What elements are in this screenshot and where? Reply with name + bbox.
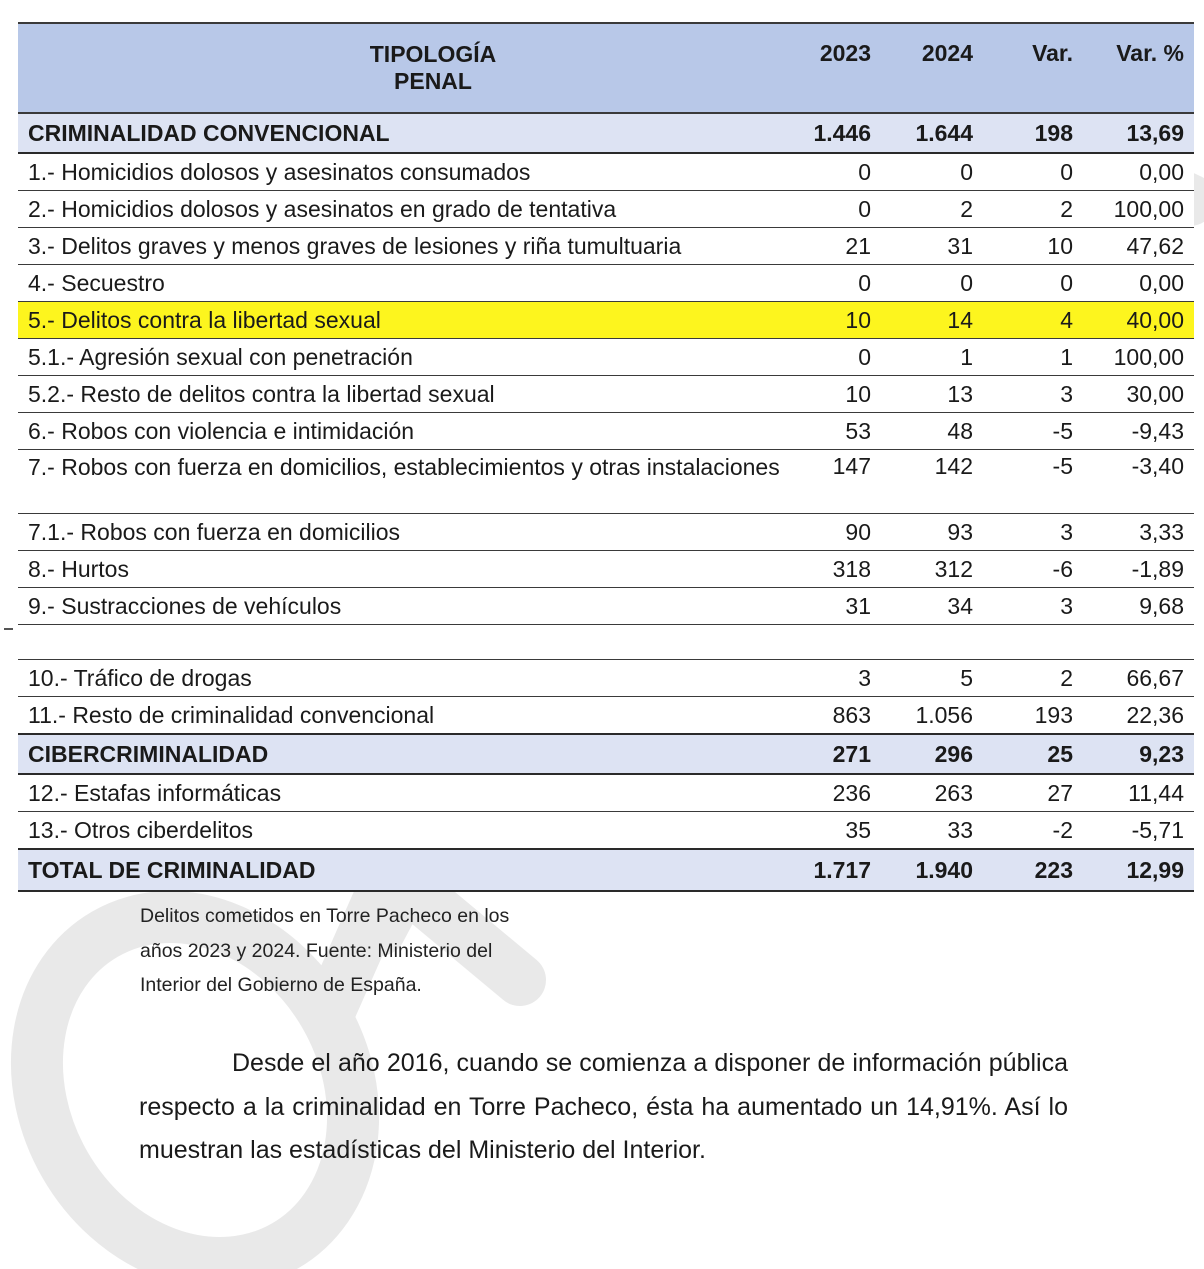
- header-2023: 2023: [788, 23, 885, 113]
- crime-statistics-table: [18, 22, 1194, 892]
- value-2023: 0: [788, 153, 885, 191]
- value-var-pct: 9,68: [1085, 588, 1194, 625]
- row-label: 12.- Estafas informáticas: [18, 774, 788, 812]
- row-label: 10.- Tráfico de drogas: [18, 660, 788, 697]
- value-var-pct: -9,43: [1085, 413, 1194, 450]
- value-var-pct: 100,00: [1085, 339, 1194, 376]
- value-2023: 0: [788, 191, 885, 228]
- table-row: [18, 450, 1194, 514]
- row-label: 5.- Delitos contra la libertad sexual: [18, 302, 788, 339]
- value-2023: 35: [788, 812, 885, 850]
- value-2024: 2: [885, 191, 985, 228]
- value-2024: 1: [885, 339, 985, 376]
- value-2024: 1.056: [885, 697, 985, 735]
- value-2024: 48: [885, 413, 985, 450]
- row-label: 7.1.- Robos con fuerza en domicilios: [18, 514, 788, 551]
- total-label: TOTAL DE CRIMINALIDAD: [18, 849, 788, 891]
- row-label: 9.- Sustracciones de vehículos: [18, 588, 788, 625]
- table-row: [18, 265, 1194, 302]
- header-tipologia-line2: PENAL: [394, 68, 472, 94]
- table-row: [18, 588, 1194, 625]
- value-2024: 5: [885, 660, 985, 697]
- row-label: 3.- Delitos graves y menos graves de lesiones y riña tumultuaria: [18, 228, 788, 265]
- value-2023: 10: [788, 376, 885, 413]
- table-row: [18, 697, 1194, 735]
- value-2024: 31: [885, 228, 985, 265]
- value-2023: 53: [788, 413, 885, 450]
- header-tipologia: [18, 23, 788, 113]
- value-var: -5: [985, 413, 1085, 450]
- value-var-pct: 12,99: [1085, 849, 1194, 891]
- table-row: [18, 774, 1194, 812]
- value-2023: 21: [788, 228, 885, 265]
- header-2024: 2024: [885, 23, 985, 113]
- value-var-pct: 30,00: [1085, 376, 1194, 413]
- table-caption: [140, 899, 610, 1003]
- section-label: CIBERCRIMINALIDAD: [18, 734, 788, 774]
- value-var: 3: [985, 588, 1085, 625]
- value-var-pct: 22,36: [1085, 697, 1194, 735]
- value-2024: 93: [885, 514, 985, 551]
- spacer-cell: [18, 625, 1194, 660]
- value-var: 1: [985, 339, 1085, 376]
- header-tipologia-line1: TIPOLOGÍA: [369, 41, 497, 67]
- value-var: 2: [985, 191, 1085, 228]
- row-label: 8.- Hurtos: [18, 551, 788, 588]
- row-label: 4.- Secuestro: [18, 265, 788, 302]
- value-2024: 14: [885, 302, 985, 339]
- value-var: -5: [985, 450, 1085, 514]
- value-var-pct: 100,00: [1085, 191, 1194, 228]
- value-var-pct: 3,33: [1085, 514, 1194, 551]
- value-2024: 296: [885, 734, 985, 774]
- table-row: [18, 191, 1194, 228]
- value-var-pct: 40,00: [1085, 302, 1194, 339]
- value-2023: 147: [788, 450, 885, 514]
- table-row: [18, 376, 1194, 413]
- value-2024: 1.644: [885, 113, 985, 153]
- value-2024: 0: [885, 265, 985, 302]
- table-row-highlighted: [18, 302, 1194, 339]
- value-var-pct: 47,62: [1085, 228, 1194, 265]
- row-label: 5.2.- Resto de delitos contra la libertad sexual: [18, 376, 788, 413]
- value-2023: 3: [788, 660, 885, 697]
- table-row: [18, 551, 1194, 588]
- value-2023: 863: [788, 697, 885, 735]
- row-label: 7.- Robos con fuerza en domicilios, establecimientos y otras instalaciones: [18, 450, 788, 514]
- value-var: 3: [985, 376, 1085, 413]
- total-row: [18, 849, 1194, 891]
- value-var-pct: 0,00: [1085, 153, 1194, 191]
- table-spacer-row: [18, 625, 1194, 660]
- caption-line: años 2023 y 2024. Fuente: Ministerio del: [140, 939, 493, 962]
- section-criminalidad-convencional: [18, 113, 1194, 153]
- value-2023: 10: [788, 302, 885, 339]
- value-var: -2: [985, 812, 1085, 850]
- section-label: CRIMINALIDAD CONVENCIONAL: [18, 113, 788, 153]
- row-label: 5.1.- Agresión sexual con penetración: [18, 339, 788, 376]
- table-row: [18, 228, 1194, 265]
- value-var-pct: 11,44: [1085, 774, 1194, 812]
- table-row: [18, 413, 1194, 450]
- row-label: 11.- Resto de criminalidad convencional: [18, 697, 788, 735]
- row-label: 6.- Robos con violencia e intimidación: [18, 413, 788, 450]
- value-2024: 263: [885, 774, 985, 812]
- value-var-pct: -5,71: [1085, 812, 1194, 850]
- value-2023: 1.446: [788, 113, 885, 153]
- margin-mark: [4, 628, 13, 630]
- value-2023: 1.717: [788, 849, 885, 891]
- table-row: [18, 660, 1194, 697]
- table-row: [18, 514, 1194, 551]
- value-var: 25: [985, 734, 1085, 774]
- value-2023: 0: [788, 265, 885, 302]
- value-2024: 0: [885, 153, 985, 191]
- value-var-pct: -3,40: [1085, 450, 1194, 514]
- row-label: 1.- Homicidios dolosos y asesinatos consumados: [18, 153, 788, 191]
- table-row: [18, 812, 1194, 850]
- value-var: 0: [985, 265, 1085, 302]
- row-label: 13.- Otros ciberdelitos: [18, 812, 788, 850]
- value-var: 3: [985, 514, 1085, 551]
- value-var: 2: [985, 660, 1085, 697]
- value-2023: 31: [788, 588, 885, 625]
- value-var-pct: 13,69: [1085, 113, 1194, 153]
- value-var: 223: [985, 849, 1085, 891]
- value-var-pct: 0,00: [1085, 265, 1194, 302]
- section-cibercriminalidad: [18, 734, 1194, 774]
- value-var: -6: [985, 551, 1085, 588]
- value-2024: 33: [885, 812, 985, 850]
- header-var: Var.: [985, 23, 1085, 113]
- value-2023: 271: [788, 734, 885, 774]
- header-var-pct: Var. %: [1085, 23, 1194, 113]
- caption-line: Interior del Gobierno de España.: [140, 974, 422, 996]
- value-2024: 13: [885, 376, 985, 413]
- row-label: 2.- Homicidios dolosos y asesinatos en grado de tentativa: [18, 191, 788, 228]
- value-var: 193: [985, 697, 1085, 735]
- value-2024: 34: [885, 588, 985, 625]
- table-row: [18, 339, 1194, 376]
- value-var: 4: [985, 302, 1085, 339]
- value-var-pct: 9,23: [1085, 734, 1194, 774]
- value-2024: 142: [885, 450, 985, 514]
- value-2023: 318: [788, 551, 885, 588]
- value-var: 10: [985, 228, 1085, 265]
- value-2024: 312: [885, 551, 985, 588]
- value-var-pct: 66,67: [1085, 660, 1194, 697]
- caption-line: Delitos cometidos en Torre Pacheco en los: [140, 905, 510, 927]
- value-2023: 236: [788, 774, 885, 812]
- value-var-pct: -1,89: [1085, 551, 1194, 588]
- body-paragraph: Desde el año 2016, cuando se comienza a disponer de información pública respecto a la criminalidad en Torre Pacheco, ésta ha aumentado un 14,91%. Así lo muestran las estadísticas del Ministerio del Interior.: [139, 1049, 1068, 1164]
- value-var: 0: [985, 153, 1085, 191]
- table-header-row: [18, 23, 1194, 113]
- value-2023: 0: [788, 339, 885, 376]
- value-var: 198: [985, 113, 1085, 153]
- value-var: 27: [985, 774, 1085, 812]
- value-2023: 90: [788, 514, 885, 551]
- value-2024: 1.940: [885, 849, 985, 891]
- table-row: [18, 153, 1194, 191]
